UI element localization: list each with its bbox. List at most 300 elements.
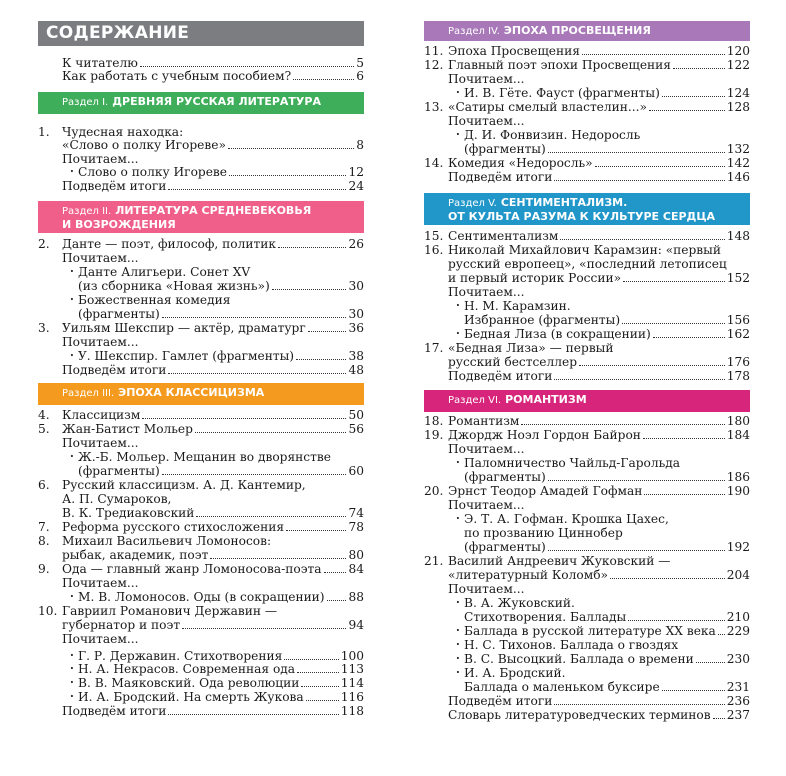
entry-number: 6. <box>38 478 50 492</box>
entry-number: 20. <box>424 484 444 498</box>
entry-title: «Слово о полку Игореве» <box>62 138 226 152</box>
entry-title: Подведём итоги <box>448 694 553 708</box>
bullet-icon: · <box>456 624 460 637</box>
toc-entry <box>424 243 750 257</box>
dot-leader <box>653 327 725 338</box>
entry-title: Эрнст Теодор Амадей Гофман <box>448 484 643 498</box>
toc-entry[interactable] <box>38 307 364 321</box>
bullet-icon: · <box>70 690 74 703</box>
toc-entry[interactable] <box>424 271 750 285</box>
entry-number: 3. <box>38 321 50 335</box>
bullet-icon: · <box>456 596 460 609</box>
entry-title: Словарь литературоведческих терминов <box>448 708 711 722</box>
section-name: ДРЕВНЯЯ РУССКАЯ ЛИТЕРАТУРА <box>112 95 321 108</box>
bullet-icon: · <box>456 652 460 665</box>
toc-entry[interactable] <box>38 363 364 377</box>
section-name-line2: ОТ КУЛЬТА РАЗУМА К КУЛЬТУРЕ СЕРДЦА <box>448 210 716 223</box>
page-number: 24 <box>348 179 364 193</box>
toc-entry[interactable] <box>38 649 364 663</box>
entry-number: 12. <box>424 58 444 72</box>
toc-entry[interactable] <box>424 369 750 383</box>
entry-title: Подведём итоги <box>62 704 167 718</box>
dot-leader <box>623 271 725 282</box>
entry-title: Паломничество Чайльд-Гарольда <box>464 456 681 470</box>
dot-leader <box>595 156 725 167</box>
dot-leader <box>554 369 724 380</box>
dot-leader <box>308 321 347 332</box>
page-number: 78 <box>348 520 364 534</box>
toc-entry[interactable] <box>424 44 750 58</box>
toc-entry[interactable] <box>424 58 750 72</box>
dot-leader <box>293 69 354 80</box>
dot-leader <box>521 414 724 425</box>
entry-title: Слово о полку Игореве <box>78 165 227 179</box>
entry-number: 16. <box>424 243 444 257</box>
toc-subheading <box>424 72 750 86</box>
toc-entry[interactable] <box>38 279 364 293</box>
entry-title: Василий Андреевич Жуковский — <box>448 554 671 568</box>
toc-entry <box>38 604 364 618</box>
toc-entry[interactable] <box>424 610 750 624</box>
toc-entry[interactable] <box>38 349 364 363</box>
toc-entry[interactable] <box>424 652 750 666</box>
dot-leader <box>644 484 724 495</box>
section-name: ЭПОХА КЛАССИЦИЗМА <box>118 386 265 399</box>
section-name-line2: И ВОЗРОЖДЕНИЯ <box>62 218 176 231</box>
entry-title: Почитаем... <box>62 335 139 349</box>
entry-title: Н. С. Тихонов. Баллада о гвоздях <box>464 638 679 652</box>
page-number: 142 <box>726 156 750 170</box>
entry-number: 5. <box>38 422 50 436</box>
dot-leader <box>327 590 347 601</box>
bullet-icon: · <box>456 638 460 651</box>
entry-number: 8. <box>38 534 50 548</box>
page-number: 60 <box>348 464 364 478</box>
page-number: 176 <box>726 355 750 369</box>
toc-entry[interactable] <box>38 690 364 704</box>
page-number: 30 <box>348 307 364 321</box>
entry-title: Э. Т. А. Гофман. Крошка Цахес, <box>464 512 669 526</box>
dot-leader <box>140 56 354 67</box>
dot-leader <box>142 408 346 419</box>
toc-entry <box>424 638 750 652</box>
entry-title: по прозванию Циннобер <box>464 526 623 540</box>
page-number: 36 <box>348 321 364 335</box>
toc-subheading <box>424 582 750 596</box>
toc-entry[interactable] <box>38 506 364 520</box>
toc-entry[interactable] <box>424 313 750 327</box>
section-label: Раздел II. <box>62 206 112 217</box>
dot-leader <box>622 313 725 324</box>
page-number: 5 <box>356 56 364 70</box>
toc-subheading <box>424 442 750 456</box>
dot-leader <box>297 662 339 673</box>
toc-entry[interactable] <box>424 229 750 243</box>
bullet-icon: · <box>456 512 460 525</box>
bullet-icon: · <box>456 299 460 312</box>
entry-title: Подведём итоги <box>62 179 167 193</box>
dot-leader <box>718 624 725 635</box>
entry-number: 13. <box>424 100 444 114</box>
entry-title: И. А. Бродский. <box>464 666 566 680</box>
toc-entry[interactable] <box>424 414 750 428</box>
dot-leader <box>579 355 725 366</box>
dot-leader <box>662 86 725 97</box>
page-number: 122 <box>726 58 750 72</box>
bullet-icon: · <box>70 349 74 362</box>
dot-leader <box>548 470 725 481</box>
entry-number: 17. <box>424 341 444 355</box>
entry-title: Главный поэт эпохи Просвещения <box>448 58 671 72</box>
entry-title: Бедная Лиза (в сокращении) <box>464 327 651 341</box>
bullet-icon: · <box>70 676 74 689</box>
section-label: Раздел V. <box>448 198 497 209</box>
toc-entry[interactable] <box>424 170 750 184</box>
page-number: 116 <box>340 690 364 704</box>
page-number: 210 <box>726 610 750 624</box>
entry-number: 4. <box>38 408 50 422</box>
entry-title: русский европеец», «последний летописец <box>448 257 727 271</box>
bullet-icon: · <box>70 590 74 603</box>
page-number: 124 <box>726 86 750 100</box>
page-number: 56 <box>348 422 364 436</box>
dot-leader <box>296 349 346 360</box>
page-number: 180 <box>726 414 750 428</box>
entry-number: 15. <box>424 229 444 243</box>
dot-leader <box>662 680 725 691</box>
entry-title: Эпоха Просвещения <box>448 44 580 58</box>
page-number: 74 <box>348 506 364 520</box>
toc-entry[interactable] <box>424 484 750 498</box>
toc-entry <box>424 257 750 271</box>
toc-entry[interactable] <box>424 680 750 694</box>
section-name: РОМАНТИЗМ <box>505 393 587 406</box>
section-band <box>424 21 750 41</box>
entry-title: (фрагменты) <box>464 142 546 156</box>
entry-title: К читателю <box>62 56 138 70</box>
toc-entry[interactable] <box>38 562 364 576</box>
section-label: Раздел I. <box>62 97 109 108</box>
toc-entry[interactable] <box>424 708 750 722</box>
dot-leader <box>284 649 338 660</box>
toc-entry[interactable] <box>424 100 750 114</box>
section-name: ЭПОХА ПРОСВЕЩЕНИЯ <box>503 24 651 37</box>
dot-leader <box>548 540 725 551</box>
entry-number: 10. <box>38 604 58 618</box>
toc-entry[interactable] <box>424 156 750 170</box>
entry-title: Стихотворения. Баллады <box>464 610 627 624</box>
entry-title: Баллада о маленьком буксире <box>464 680 660 694</box>
toc-subheading <box>38 632 364 646</box>
entry-title: Избранное (фрагменты) <box>464 313 621 327</box>
page-number: 229 <box>726 624 750 638</box>
toc-entry <box>424 341 750 355</box>
toc-subheading <box>424 285 750 299</box>
toc-subheading <box>38 436 364 450</box>
entry-number: 9. <box>38 562 50 576</box>
bullet-icon: · <box>456 456 460 469</box>
entry-title: Н. А. Некрасов. Современная ода <box>78 662 296 676</box>
entry-title: Почитаем... <box>62 576 139 590</box>
toc-entry[interactable] <box>38 165 364 179</box>
dot-leader <box>554 170 724 181</box>
page-number: 12 <box>348 165 364 179</box>
entry-title: Гавриил Романович Державин — <box>62 604 278 618</box>
dot-leader <box>168 363 346 374</box>
dot-leader <box>582 44 725 55</box>
entry-title: У. Шекспир. Гамлет (фрагменты) <box>78 349 295 363</box>
page-number: 6 <box>356 69 364 83</box>
page-number: 128 <box>726 100 750 114</box>
page-number: 114 <box>340 676 364 690</box>
page-number: 94 <box>348 618 364 632</box>
dot-leader <box>195 422 347 433</box>
entry-title: Данте — поэт, философ, политик <box>62 237 276 251</box>
entry-number: 21. <box>424 554 444 568</box>
entry-title: В. В. Маяковский. Ода революции <box>78 676 300 690</box>
page-number: 236 <box>726 694 750 708</box>
bullet-icon: · <box>456 86 460 99</box>
toc-entry[interactable] <box>38 662 364 676</box>
dot-leader <box>162 307 347 318</box>
toc-entry <box>424 512 750 526</box>
toc-entry[interactable] <box>424 428 750 442</box>
entry-number: 7. <box>38 520 50 534</box>
toc-entry[interactable] <box>38 704 364 718</box>
entry-title: Ж.-Б. Мольер. Мещанин во дворянстве <box>78 450 331 464</box>
toc-entry[interactable] <box>38 618 364 632</box>
entry-title: Почитаем... <box>62 436 139 450</box>
toc-entry <box>38 450 364 464</box>
entry-title: (фрагменты) <box>78 307 160 321</box>
toc-entry[interactable] <box>38 179 364 193</box>
bullet-icon: · <box>456 666 460 679</box>
toc-entry[interactable] <box>424 540 750 554</box>
toc-entry[interactable] <box>38 321 364 335</box>
page-number: 113 <box>340 662 364 676</box>
entry-title: и первый историк России» <box>448 271 622 285</box>
dot-leader <box>210 548 346 559</box>
page-number: 192 <box>726 540 750 554</box>
toc-entry <box>424 128 750 142</box>
dot-leader <box>278 237 347 248</box>
entry-title: Почитаем... <box>62 632 139 646</box>
dot-leader <box>696 652 725 663</box>
section-label: Раздел VI. <box>448 395 502 406</box>
section-band <box>424 390 750 412</box>
section-band <box>424 193 750 225</box>
entry-title: рыбак, академик, поэт <box>62 548 209 562</box>
entry-title: Почитаем... <box>448 114 525 128</box>
bullet-icon: · <box>456 327 460 340</box>
section-label: Раздел IV. <box>448 26 500 37</box>
page-number: 8 <box>356 138 364 152</box>
section-name: ЛИТЕРАТУРА СРЕДНЕВЕКОВЬЯ <box>115 204 312 217</box>
page-number: 120 <box>726 44 750 58</box>
dot-leader <box>554 694 724 705</box>
toc-entry[interactable] <box>424 470 750 484</box>
entry-number: 11. <box>424 44 444 58</box>
page-number: 178 <box>726 369 750 383</box>
toc-entry[interactable] <box>38 676 364 690</box>
toc-entry[interactable] <box>424 694 750 708</box>
dot-leader <box>628 610 725 621</box>
page-number: 190 <box>726 484 750 498</box>
dot-leader <box>301 676 338 687</box>
entry-title: губернатор и поэт <box>62 618 181 632</box>
toc-entry[interactable] <box>38 69 364 83</box>
entry-title: Чудесная находка: <box>62 125 184 139</box>
entry-title: (из сборника «Новая жизнь») <box>78 279 270 293</box>
toc-entry[interactable] <box>38 548 364 562</box>
toc-entry[interactable] <box>424 355 750 369</box>
entry-title: (фрагменты) <box>78 464 160 478</box>
page-number: 186 <box>726 470 750 484</box>
page-number: 38 <box>348 349 364 363</box>
toc-entry <box>424 526 750 540</box>
entry-title: Жан-Батист Мольер <box>62 422 193 436</box>
dot-leader <box>228 138 354 149</box>
entry-title: Николай Михайлович Карамзин: «первый <box>448 243 721 257</box>
entry-title: Уильям Шекспир — актёр, драматург <box>62 321 306 335</box>
toc-entry <box>38 265 364 279</box>
entry-number: 2. <box>38 237 50 251</box>
entry-title: Почитаем... <box>448 498 525 512</box>
entry-title: Почитаем... <box>62 152 139 166</box>
dot-leader <box>162 464 347 475</box>
page-number: 26 <box>348 237 364 251</box>
toc-entry[interactable] <box>38 464 364 478</box>
toc-entry[interactable] <box>424 624 750 638</box>
dot-leader <box>673 58 725 69</box>
entry-title: А. П. Сумароков, <box>62 492 172 506</box>
entry-title: Г. Р. Державин. Стихотворения <box>78 649 283 663</box>
entry-title: В. С. Высоцкий. Баллада о времени <box>464 652 694 666</box>
toc-subheading <box>38 576 364 590</box>
entry-title: (фрагменты) <box>464 540 546 554</box>
entry-number: 14. <box>424 156 444 170</box>
dot-leader <box>182 618 346 629</box>
entry-title: И. В. Гёте. Фауст (фрагменты) <box>464 86 660 100</box>
toc-entry[interactable] <box>38 422 364 436</box>
entry-title: «литературный Коломб» <box>448 568 609 582</box>
page-number: 146 <box>726 170 750 184</box>
toc-entry[interactable] <box>38 56 364 70</box>
toc-entry <box>424 554 750 568</box>
page-number: 50 <box>348 408 364 422</box>
dot-leader <box>649 100 725 111</box>
toc-entry[interactable] <box>424 568 750 582</box>
entry-title: М. В. Ломоносов. Оды (в сокращении) <box>78 590 325 604</box>
entry-title: Баллада в русской литературе XX века <box>464 624 716 638</box>
toc-entry <box>424 666 750 680</box>
dot-leader <box>306 690 339 701</box>
section-name: СЕНТИМЕНТАЛИЗМ. <box>500 196 628 209</box>
toc-entry[interactable] <box>38 408 364 422</box>
toc-subheading <box>38 152 364 166</box>
toc-entry[interactable] <box>424 86 750 100</box>
entry-title: (фрагменты) <box>464 470 546 484</box>
page-number: 88 <box>348 590 364 604</box>
toc-subheading <box>424 498 750 512</box>
entry-title: Подведём итоги <box>62 363 167 377</box>
page-number: 148 <box>726 229 750 243</box>
page-number: 118 <box>340 704 364 718</box>
bullet-icon: · <box>70 649 74 662</box>
toc-entry <box>38 293 364 307</box>
entry-title: Михаил Васильевич Ломоносов: <box>62 534 272 548</box>
entry-title: Джордж Ноэл Гордон Байрон <box>448 428 641 442</box>
dot-leader <box>610 568 725 579</box>
entry-title: Русский классицизм. А. Д. Кантемир, <box>62 478 306 492</box>
entry-title: В. К. Тредиаковский <box>62 506 195 520</box>
entry-title: Почитаем... <box>62 251 139 265</box>
toc-entry[interactable] <box>38 138 364 152</box>
bullet-icon: · <box>70 265 74 278</box>
entry-title: Божественная комедия <box>78 293 231 307</box>
page-number: 204 <box>726 568 750 582</box>
entry-title: Подведём итоги <box>448 170 553 184</box>
entry-title: Почитаем... <box>448 72 525 86</box>
bullet-icon: · <box>70 662 74 675</box>
toc-entry <box>38 492 364 506</box>
dot-leader <box>713 708 725 719</box>
toc-entry[interactable] <box>424 142 750 156</box>
entry-title: Как работать с учебным пособием? <box>62 69 292 83</box>
page-number: 100 <box>340 649 364 663</box>
dot-leader <box>196 506 346 517</box>
entry-title: Почитаем... <box>448 582 525 596</box>
page-number: 132 <box>726 142 750 156</box>
entry-title: Н. М. Карамзин. <box>464 299 571 313</box>
toc-subheading <box>424 114 750 128</box>
page-number: 231 <box>726 680 750 694</box>
page-number: 237 <box>726 708 750 722</box>
dot-leader <box>560 229 724 240</box>
entry-number: 18. <box>424 414 444 428</box>
dot-leader <box>324 562 347 573</box>
dot-leader <box>548 142 725 153</box>
page-number: 184 <box>726 428 750 442</box>
entry-title: Романтизм <box>448 414 520 428</box>
section-band <box>38 201 364 233</box>
entry-title: «Бедная Лиза» — первый <box>448 341 614 355</box>
dot-leader <box>229 165 346 176</box>
entry-title: Классицизм <box>62 408 141 422</box>
entry-title: «Сатиры смелый властелин...» <box>448 100 647 114</box>
bullet-icon: · <box>456 128 460 141</box>
entry-number: 1. <box>38 125 50 139</box>
page-number: 48 <box>348 363 364 377</box>
page-title: СОДЕРЖАНИЕ <box>38 21 364 46</box>
toc-entry[interactable] <box>38 590 364 604</box>
bullet-icon: · <box>70 165 74 178</box>
toc-entry[interactable] <box>424 327 750 341</box>
toc-entry <box>424 456 750 470</box>
toc-subheading <box>38 335 364 349</box>
dot-leader <box>168 179 346 190</box>
dot-leader <box>168 704 338 715</box>
toc-entry[interactable] <box>38 237 364 251</box>
entry-title: И. А. Бродский. На смерть Жукова <box>78 690 304 704</box>
section-band <box>38 383 364 405</box>
toc-entry[interactable] <box>38 520 364 534</box>
entry-number: 19. <box>424 428 444 442</box>
entry-title: Данте Алигьери. Сонет XV <box>78 265 251 279</box>
toc-entry <box>38 125 364 139</box>
entry-title: Ода — главный жанр Ломоносова-поэта <box>62 562 322 576</box>
entry-title: Подведём итоги <box>448 369 553 383</box>
